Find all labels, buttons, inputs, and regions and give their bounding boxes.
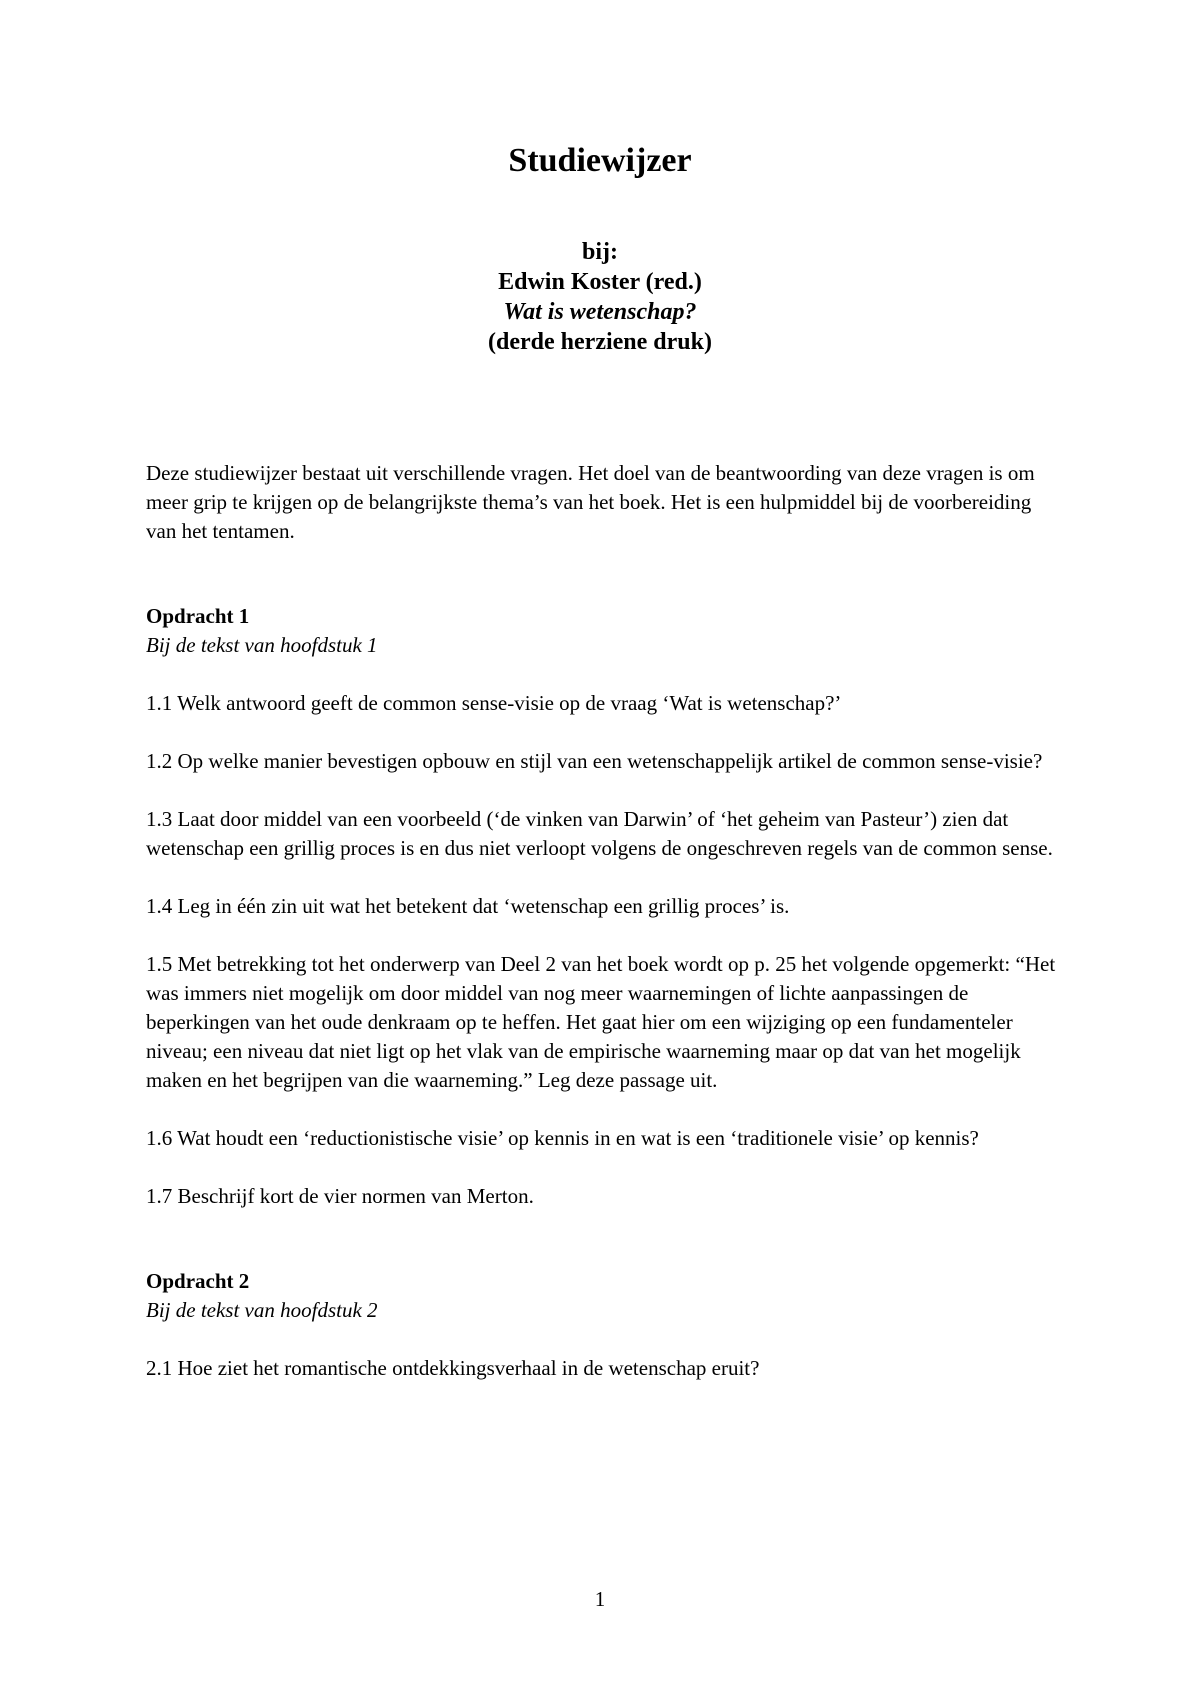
section-heading: Opdracht 2 [146,1269,250,1293]
section-subheading: Bij de tekst van hoofdstuk 1 [146,633,378,657]
intro-paragraph: Deze studiewijzer bestaat uit verschillende vragen. Het doel van de beantwoording van deze vragen is om meer grip te krijgen op de belangrijkste thema’s van het boek. Het is een hulpmiddel bij de voorbereiding van het tentamen. [146,461,1035,543]
question-item: 1.3 Laat door middel van een voorbeeld (‘de vinken van Darwin’ of ‘het geheim van Pasteur’) zien dat wetenschap een grillig proces is en dus niet verloopt volgens de ongeschreven regels van de common sense. [146,807,1053,860]
question-item: 1.5 Met betrekking tot het onderwerp van Deel 2 van het boek wordt op p. 25 het volgende opgemerkt: “Het was immers niet mogelijk om door middel van nog meer waarnemingen of lichte aanpassingen de beperkingen van het oude denkraam op te heffen. Het gaat hier om een wijziging op een fundamenteler niveau; een niveau dat niet ligt op het vlak van de empirische waarneming maar op dat van het mogelijk maken en het begrijpen van die waarneming.” Leg deze passage uit. [146,952,1056,1092]
document-body [146,459,1066,1412]
question-item: 2.1 Hoe ziet het romantische ontdekkingsverhaal in de wetenschap eruit? [146,1356,760,1380]
section-heading: Opdracht 1 [146,604,250,628]
question-item: 1.6 Wat houdt een ‘reductionistische visie’ op kennis in en wat is een ‘traditionele visie’ op kennis? [146,1126,979,1150]
page-title: Studiewijzer [508,142,692,179]
edition-line: (derde herziene druk) [488,329,712,355]
question-item: 1.2 Op welke manier bevestigen opbouw en stijl van een wetenschappelijk artikel de common sense-visie? [146,749,1043,773]
book-reference [0,237,1200,357]
section-subheading: Bij de tekst van hoofdstuk 2 [146,1298,378,1322]
book-title: Wat is wetenschap? [503,299,697,325]
question-item: 1.4 Leg in één zin uit wat het betekent dat ‘wetenschap een grillig proces’ is. [146,894,790,918]
question-item: 1.1 Welk antwoord geeft de common sense-visie op de vraag ‘Wat is wetenschap?’ [146,691,842,715]
author-line: Edwin Koster (red.) [498,269,702,295]
page-number: 1 [594,1587,606,1611]
question-item: 1.7 Beschrijf kort de vier normen van Merton. [146,1184,534,1208]
bij-label: bij: [582,239,618,265]
